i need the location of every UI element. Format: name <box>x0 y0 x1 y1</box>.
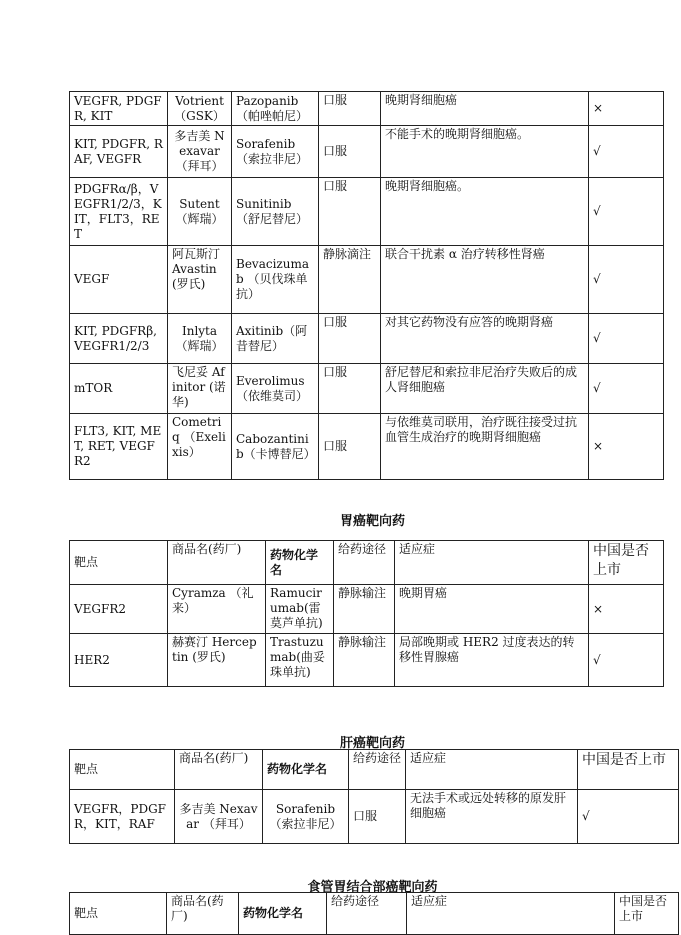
brand-cell: Inlyta （辉瑞） <box>168 314 232 364</box>
route-cell: 口服 <box>319 364 381 414</box>
route-cell: 静脉输注 <box>334 585 395 634</box>
brand-cell: Cyramza （礼来） <box>168 585 266 634</box>
indication-cell: 联合干扰素 α 治疗转移性肾癌 <box>381 246 589 314</box>
indication-cell: 晚期肾细胞癌 <box>381 92 589 126</box>
header-route: 给药途径 <box>327 893 407 935</box>
route-cell: 口服 <box>319 178 381 246</box>
table-row <box>70 790 679 844</box>
header-route: 给药途径 <box>349 750 406 790</box>
brand-cell: 多吉美 Nexavar （拜耳） <box>168 126 232 178</box>
generic-cell: Everolimus （依维莫司） <box>232 364 319 414</box>
generic-cell: Sorafenib （索拉非尼） <box>263 790 349 844</box>
header-china-status: 中国是否上市 <box>589 541 664 585</box>
header-target: 靶点 <box>70 541 168 585</box>
route-cell: 口服 <box>319 314 381 364</box>
route-cell: 静脉输注 <box>334 634 395 687</box>
header-target: 靶点 <box>70 750 175 790</box>
header-indication: 适应症 <box>406 750 578 790</box>
target-cell: mTOR <box>70 364 168 414</box>
target-cell: KIT, PDGFR, RAF, VEGFR <box>70 126 168 178</box>
esophageal-section-title: 食管胃结合部癌靶向药 <box>307 880 438 895</box>
china-status-cell: √ <box>589 246 664 314</box>
china-status-cell: × <box>589 585 664 634</box>
generic-cell: Bevacizumab （贝伐珠单抗） <box>232 246 319 314</box>
china-status-cell: × <box>589 414 664 480</box>
header-route: 给药途径 <box>334 541 395 585</box>
brand-cell: Sutent （辉瑞） <box>168 178 232 246</box>
china-status-cell: √ <box>589 314 664 364</box>
target-cell: FLT3, KIT, MET, RET, VEGFR2 <box>70 414 168 480</box>
liver-section-title: 肝癌靶向药 <box>339 736 405 751</box>
target-cell: KIT, PDGFRβ, VEGFR1/2/3 <box>70 314 168 364</box>
header-generic: 药物化学名 <box>239 893 327 935</box>
table-row <box>70 314 664 364</box>
route-cell: 口服 <box>319 92 381 126</box>
generic-cell: Sunitinib（舒尼替尼） <box>232 178 319 246</box>
table-header-row <box>70 541 664 585</box>
generic-cell: Pazopanib（帕唑帕尼） <box>232 92 319 126</box>
target-cell: PDGFRα/β，VEGFR1/2/3，KIT，FLT3，RET <box>70 178 168 246</box>
table-row <box>70 585 664 634</box>
header-indication: 适应症 <box>395 541 589 585</box>
indication-cell: 晚期胃癌 <box>395 585 589 634</box>
esophageal-drug-table <box>69 892 679 935</box>
gastric-section-title: 胃癌靶向药 <box>339 514 405 529</box>
header-brand: 商品名(药厂) <box>175 750 263 790</box>
header-indication: 适应症 <box>407 893 615 935</box>
table-row <box>70 414 664 480</box>
header-brand: 商品名(药厂) <box>168 541 266 585</box>
brand-cell: 飞尼妥 Afinitor (诺华) <box>168 364 232 414</box>
table-header-row <box>70 893 679 935</box>
china-status-cell: √ <box>589 178 664 246</box>
brand-cell: 阿瓦斯汀 Avastin (罗氏) <box>168 246 232 314</box>
gastric-drug-table <box>69 540 664 687</box>
target-cell: VEGFR，PDGFR，KIT，RAF <box>70 790 175 844</box>
kidney-drug-table <box>69 91 664 480</box>
generic-cell: Trastuzumab(曲妥珠单抗) <box>266 634 334 687</box>
table-header-row <box>70 750 679 790</box>
liver-drug-table <box>69 749 679 844</box>
indication-cell: 晚期肾细胞癌。 <box>381 178 589 246</box>
brand-cell: Votrient （GSK） <box>168 92 232 126</box>
table-row <box>70 92 664 126</box>
route-cell: 口服 <box>319 126 381 178</box>
indication-cell: 无法手术或远处转移的原发肝细胞癌 <box>406 790 578 844</box>
china-status-cell: × <box>589 92 664 126</box>
indication-cell: 舒尼替尼和索拉非尼治疗失败后的成人肾细胞癌 <box>381 364 589 414</box>
generic-cell: Cabozantinib（卡博替尼） <box>232 414 319 480</box>
generic-cell: Ramucirumab(雷莫芦单抗) <box>266 585 334 634</box>
target-cell: VEGFR2 <box>70 585 168 634</box>
table-row <box>70 126 664 178</box>
table-row <box>70 246 664 314</box>
target-cell: VEGFR, PDGFR, KIT <box>70 92 168 126</box>
brand-cell: 多吉美 Nexavar （拜耳） <box>175 790 263 844</box>
china-status-cell: √ <box>589 634 664 687</box>
header-generic: 药物化学名 <box>263 750 349 790</box>
header-target: 靶点 <box>70 893 167 935</box>
target-cell: HER2 <box>70 634 168 687</box>
route-cell: 静脉滴注 <box>319 246 381 314</box>
table-row <box>70 178 664 246</box>
indication-cell: 与依维莫司联用，治疗既往接受过抗血管生成治疗的晚期肾细胞癌 <box>381 414 589 480</box>
header-brand: 商品名(药厂) <box>167 893 239 935</box>
route-cell: 口服 <box>349 790 406 844</box>
route-cell: 口服 <box>319 414 381 480</box>
indication-cell: 局部晚期或 HER2 过度表达的转移性胃腺癌 <box>395 634 589 687</box>
header-china-status: 中国是否上市 <box>615 893 679 935</box>
generic-cell: Sorafenib（索拉非尼） <box>232 126 319 178</box>
brand-cell: Cometriq （Exelixis） <box>168 414 232 480</box>
china-status-cell: √ <box>589 126 664 178</box>
indication-cell: 不能手术的晚期肾细胞癌。 <box>381 126 589 178</box>
china-status-cell: √ <box>589 364 664 414</box>
table-row <box>70 634 664 687</box>
china-status-cell: √ <box>578 790 679 844</box>
target-cell: VEGF <box>70 246 168 314</box>
indication-cell: 对其它药物没有应答的晚期肾癌 <box>381 314 589 364</box>
header-china-status: 中国是否上市 <box>578 750 679 790</box>
brand-cell: 赫赛汀 Herceptin (罗氏) <box>168 634 266 687</box>
header-generic: 药物化学名 <box>266 541 334 585</box>
generic-cell: Axitinib（阿昔替尼） <box>232 314 319 364</box>
table-row <box>70 364 664 414</box>
